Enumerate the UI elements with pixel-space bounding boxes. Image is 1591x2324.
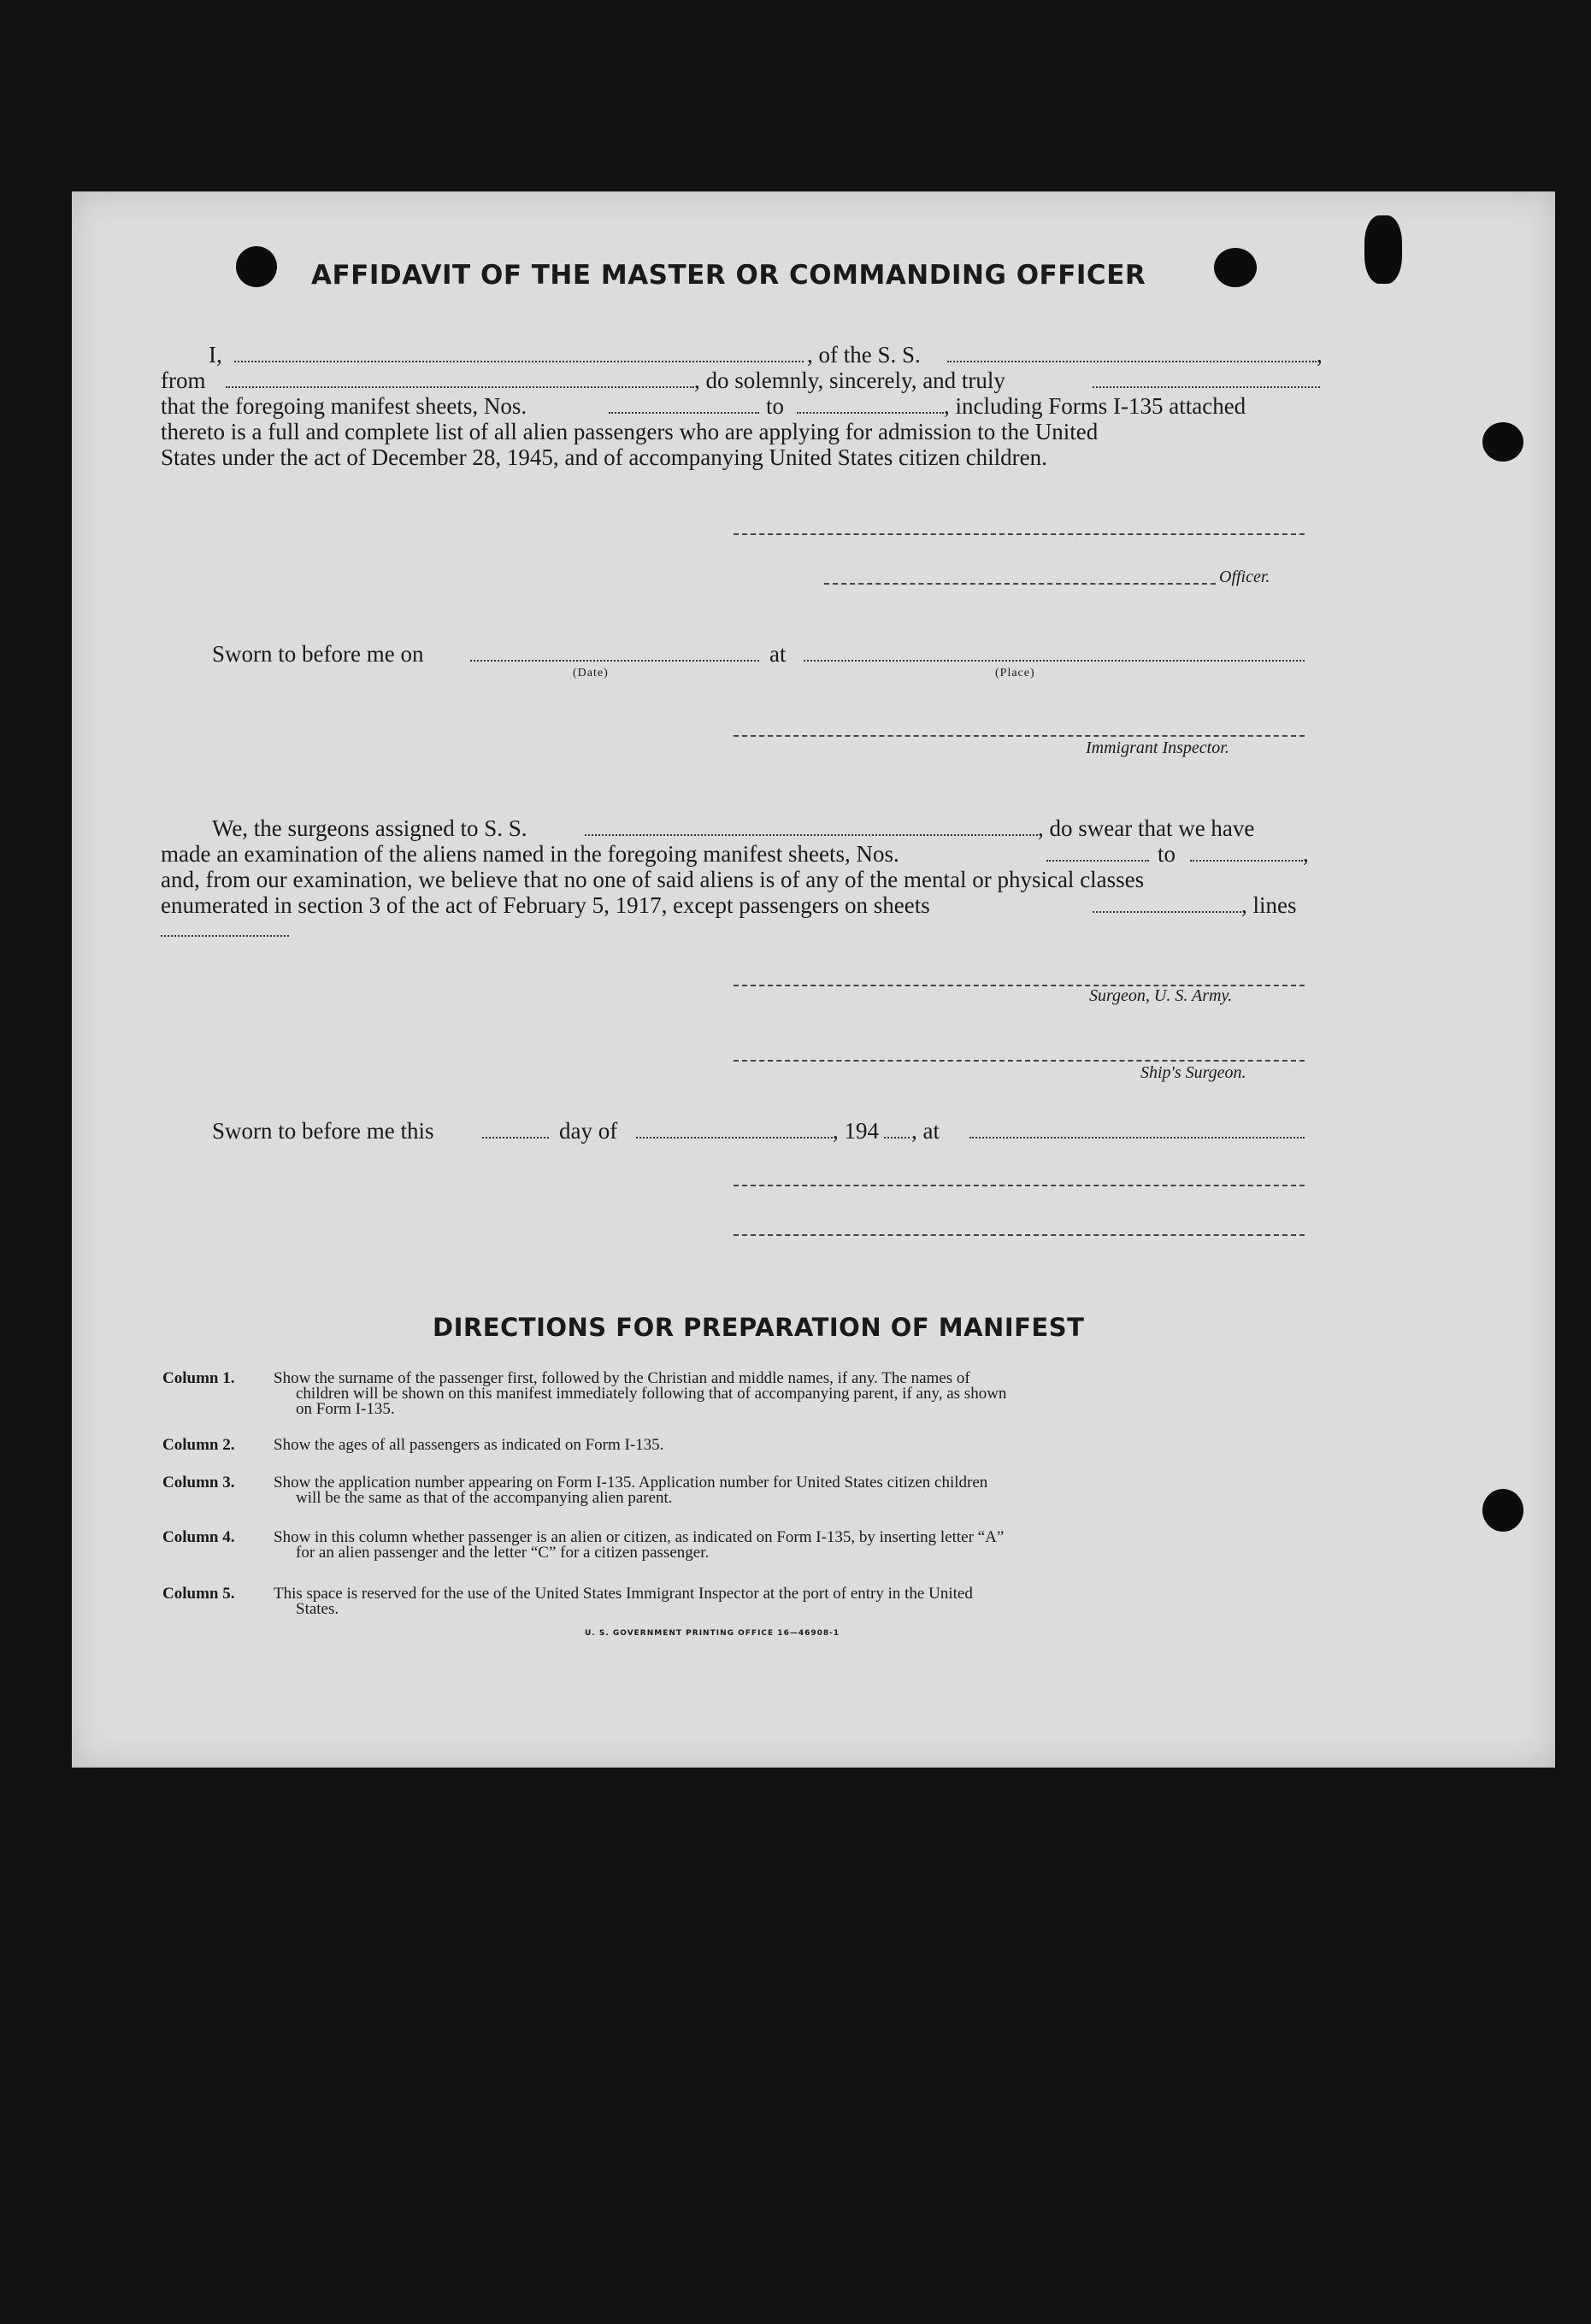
day-of-label: day of: [559, 1118, 618, 1144]
affidavit-title: AFFIDAVIT OF THE MASTER OR COMMANDING OFFICER: [311, 260, 1146, 291]
column-1-text-3: on Form I-135.: [296, 1400, 395, 1418]
column-4-text-2: for an alien passenger and the letter “C” for a citizen passenger.: [296, 1544, 710, 1562]
surgeons-line3: and, from our examination, we believe that no one of said aliens is of any of the mental or physical classes: [161, 867, 1145, 892]
sheet-from-field[interactable]: [609, 412, 759, 414]
column-1-name: Column 1.: [162, 1369, 235, 1387]
affidavit-that: that the foregoing manifest sheets, Nos.: [161, 393, 527, 419]
affidavit-including: , including Forms I-135 attached: [944, 393, 1246, 419]
manifest-page: [72, 191, 1555, 1768]
surgeons-line1-a: We, the surgeons assigned to S. S.: [212, 815, 527, 841]
sworn-at: at: [769, 641, 787, 667]
affidavit-comma: ,: [1317, 342, 1323, 368]
column-3-name: Column 3.: [162, 1474, 235, 1491]
column-3-text-1: Show the application number appearing on Form I-135. Application number for United States citizen children: [274, 1474, 988, 1491]
sworn-day-field[interactable]: [482, 1137, 549, 1138]
officer-signature-line[interactable]: [824, 583, 1216, 585]
inspector-signature-line-3[interactable]: [734, 1234, 1305, 1236]
sworn-at-field[interactable]: [969, 1137, 1305, 1138]
affidavit-of-ss: , of the S. S.: [807, 342, 921, 368]
printing-office-footer: U. S. GOVERNMENT PRINTING OFFICE 16—46908-1: [585, 1629, 840, 1638]
column-5-text-2: States.: [296, 1600, 339, 1618]
place-caption: (Place): [995, 667, 1035, 680]
master-signature-line[interactable]: [734, 533, 1305, 535]
sworn-year-field[interactable]: [884, 1137, 910, 1138]
sworn-place-field[interactable]: [804, 660, 1305, 662]
inspector-signature-line[interactable]: [734, 735, 1305, 737]
column-2-text-1: Show the ages of all passengers as indicated on Form I-135.: [274, 1436, 664, 1454]
surgeon-sheet-to-field[interactable]: [1190, 860, 1303, 862]
directions-title: DIRECTIONS FOR PREPARATION OF MANIFEST: [433, 1313, 1085, 1342]
sworn-date-field[interactable]: [470, 660, 759, 662]
column-4-name: Column 4.: [162, 1528, 235, 1546]
master-name-field[interactable]: [234, 361, 804, 362]
sworn-this-label: Sworn to before me this: [212, 1118, 434, 1144]
column-3-text-2: will be the same as that of the accompanying alien parent.: [296, 1489, 673, 1507]
surgeons-line4-a: enumerated in section 3 of the act of February 5, 1917, except passengers on sheets: [161, 892, 930, 918]
inspector-label: Immigrant Inspector.: [1086, 738, 1229, 757]
sworn-month-field[interactable]: [636, 1137, 833, 1138]
surgeons-line2-comma: ,: [1303, 841, 1309, 867]
punch-hole: [1482, 1489, 1523, 1532]
punch-hole: [1214, 248, 1257, 287]
ship-surgeon-label: Ship's Surgeon.: [1140, 1063, 1246, 1082]
punch-hole: [236, 246, 277, 287]
sworn-at-label: , at: [911, 1118, 940, 1144]
surgeon-ship-field[interactable]: [585, 834, 1038, 836]
from-port-field[interactable]: [226, 386, 694, 388]
torn-corner: [1364, 215, 1402, 284]
affidavit-line4: thereto is a full and complete list of all alien passengers who are applying for admission to the United: [161, 419, 1099, 444]
ship-surgeon-signature-line[interactable]: [734, 1060, 1305, 1062]
date-caption: (Date): [573, 667, 609, 680]
except-sheets-field[interactable]: [1093, 911, 1241, 913]
punch-hole: [1482, 422, 1523, 462]
affidavit-do-solemnly: , do solemnly, sincerely, and truly: [694, 368, 1005, 393]
column-1-text-2: children will be shown on this manifest immediately following that of accompanying parent, if any, as shown: [296, 1385, 1007, 1403]
affidavit-to: to: [766, 393, 785, 419]
year-label: , 194: [833, 1118, 879, 1144]
inspector-signature-line-2[interactable]: [734, 1185, 1305, 1186]
affidavit-i: I,: [209, 342, 222, 368]
except-lines-field[interactable]: [161, 935, 289, 937]
surgeons-line4-b: , lines: [1241, 892, 1297, 918]
surgeon-sheet-from-field[interactable]: [1046, 860, 1149, 862]
column-5-text-1: This space is reserved for the use of the United States Immigrant Inspector at the port of entry in the United: [274, 1585, 973, 1603]
column-5-name: Column 5.: [162, 1585, 235, 1603]
column-2-name: Column 2.: [162, 1436, 235, 1454]
sheet-to-field[interactable]: [797, 412, 944, 414]
officer-label: Officer.: [1219, 568, 1270, 586]
column-4-text-1: Show in this column whether passenger is an alien or citizen, as indicated on Form I-135, by inserting letter “A”: [274, 1528, 1005, 1546]
surgeons-line2-a: made an examination of the aliens named in the foregoing manifest sheets, Nos.: [161, 841, 899, 867]
affidavit-line5: States under the act of December 28, 1945, and of accompanying United States citizen children.: [161, 444, 1047, 470]
surgeons-line1-b: , do swear that we have: [1038, 815, 1255, 841]
column-1-text-1: Show the surname of the passenger first, followed by the Christian and middle names, if any. The names of: [274, 1369, 970, 1387]
from-extra-field[interactable]: [1093, 386, 1320, 388]
sworn-label: Sworn to before me on: [212, 641, 424, 667]
surgeons-line2-to: to: [1158, 841, 1176, 867]
ship-name-field[interactable]: [947, 361, 1317, 362]
army-surgeon-label: Surgeon, U. S. Army.: [1089, 986, 1233, 1005]
affidavit-from: from: [161, 368, 206, 393]
